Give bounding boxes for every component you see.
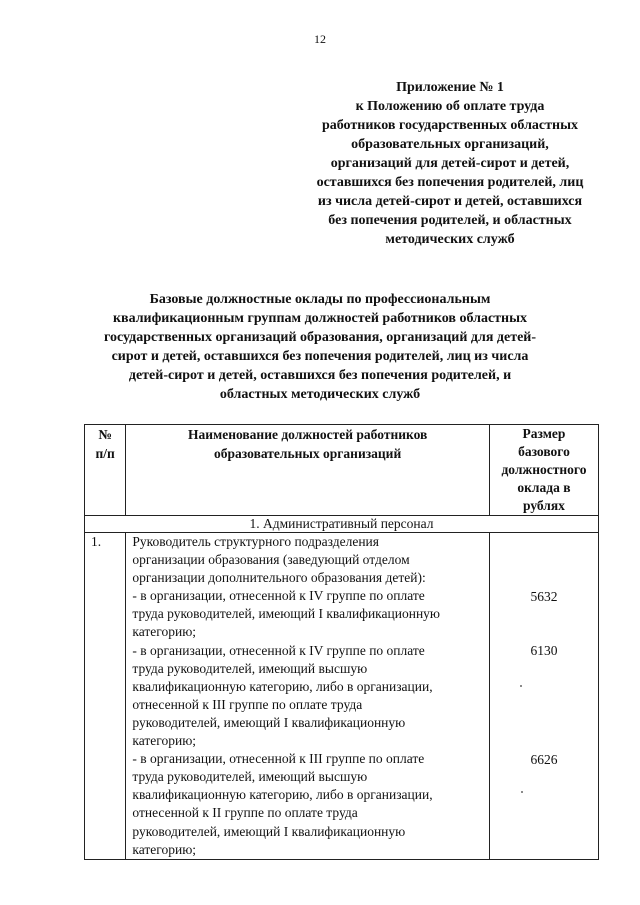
- section-title: 1. Административный персонал: [85, 516, 599, 533]
- header-name-line: образовательных организаций: [214, 446, 402, 461]
- heading-line: сирот и детей, оставшихся без попечения родителей, лиц из числа: [111, 349, 529, 364]
- header-size-line: Размер: [522, 426, 566, 441]
- appendix-title: Приложение № 1: [396, 80, 504, 95]
- appendix-line: организаций для детей-сирот и детей,: [330, 156, 570, 171]
- scan-speck: [520, 685, 522, 687]
- description-line: отнесенной к III группе по оплате труда: [132, 696, 363, 712]
- table-header-row: [85, 425, 599, 516]
- description-line: труда руководителей, имеющий высшую: [132, 660, 368, 676]
- heading-line: Базовые должностные оклады по профессиональным: [149, 292, 491, 307]
- description-line: - в организации, отнесенной к IV группе по оплате: [132, 588, 425, 604]
- description-line: организации дополнительного образования детей):: [132, 570, 426, 586]
- salary-value: 6130: [530, 643, 558, 658]
- appendix-block: [300, 78, 600, 249]
- description-line: руководителей, имеющий I квалификационную: [132, 714, 406, 730]
- description-line: труда руководителей, имеющий I квалификационную: [132, 606, 441, 622]
- heading-line: государственных организаций образования, организаций для детей-: [103, 330, 537, 345]
- header-number-line: п/п: [95, 446, 115, 461]
- salary-table: [84, 424, 599, 860]
- table-row: [85, 533, 599, 860]
- description-line: категорию;: [132, 733, 197, 749]
- description-line: руководителей, имеющий I квалификационную: [132, 823, 406, 839]
- header-salary-size: [489, 425, 598, 516]
- description-line: отнесенной к II группе по оплате труда: [132, 805, 358, 821]
- description-line: категорию;: [132, 624, 197, 640]
- header-number-line: №: [98, 427, 112, 442]
- header-name-line: Наименование должностей работников: [187, 427, 428, 442]
- appendix-line: методических служб: [385, 232, 515, 247]
- appendix-line: образовательных организаций,: [351, 137, 549, 152]
- row-number: 1.: [85, 533, 126, 860]
- section-row: [85, 516, 599, 533]
- header-size-line: базового: [518, 444, 570, 459]
- appendix-line: без попечения родителей, и областных: [328, 213, 572, 228]
- row-salaries: [489, 533, 598, 860]
- description-line: категорию;: [132, 841, 197, 857]
- row-description: [126, 533, 490, 860]
- heading-line: областных методических служб: [219, 387, 421, 402]
- heading-line: детей-сирот и детей, оставшихся без попечения родителей, и: [128, 368, 512, 383]
- header-number: [85, 425, 126, 516]
- salary-value: 6626: [530, 752, 558, 767]
- appendix-line: к Положению об оплате труда: [355, 99, 545, 114]
- salary-value: 5632: [530, 589, 558, 604]
- header-position-name: [126, 425, 490, 516]
- description-line: - в организации, отнесенной к IV группе по оплате: [132, 642, 425, 658]
- description-line: квалификационную категорию, либо в организации,: [132, 787, 433, 803]
- header-size-line: должностного: [501, 462, 587, 477]
- description-line: труда руководителей, имеющий высшую: [132, 769, 368, 785]
- description-line: организации образования (заведующий отделом: [132, 552, 410, 568]
- scan-speck: [521, 791, 523, 793]
- document-heading: [80, 290, 560, 404]
- appendix-line: работников государственных областных: [321, 118, 579, 133]
- header-size-line: рублях: [522, 498, 565, 513]
- appendix-line: из числа детей-сирот и детей, оставшихся: [317, 194, 583, 209]
- description-line: - в организации, отнесенной к III группе по оплате: [132, 751, 425, 767]
- description-line: квалификационную категорию, либо в организации,: [132, 678, 433, 694]
- description-line: Руководитель структурного подразделения: [132, 534, 379, 549]
- appendix-line: оставшихся без попечения родителей, лиц: [316, 175, 584, 190]
- header-size-line: оклада в: [517, 480, 571, 495]
- page-number: 12: [314, 32, 326, 46]
- heading-line: квалификационным группам должностей работников областных: [112, 311, 528, 326]
